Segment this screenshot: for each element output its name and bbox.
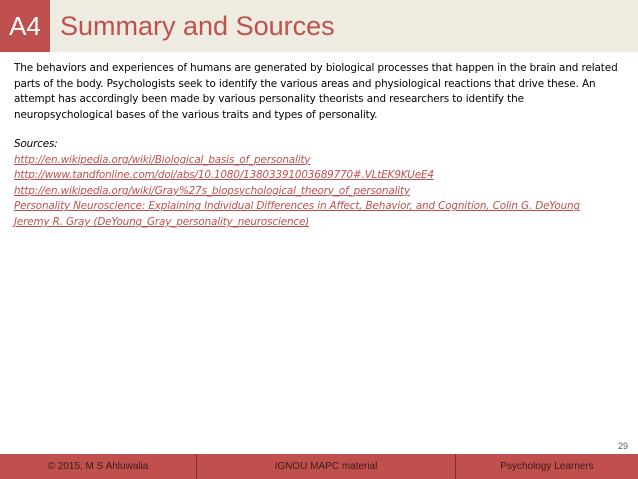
summary-paragraph: The behaviors and experiences of humans are generated by biological processes that happen in the brain and related parts of the body. Psychologists seek to identify the various areas and physiological reactions that drive these. An attempt has accordingly been made by various personality theorists and researchers to identify the neuropsychological bases of the various traits and types of personality. — [14, 62, 618, 122]
source-link-tandfonline[interactable]: http://www.tandfonline.com/doi/abs/10.1080/13803391003689770#.VLtEK9KUeE4 — [14, 169, 434, 182]
sources-label: Sources: — [14, 138, 58, 150]
source-link-deyoung-gray[interactable]: Jeremy R. Gray (DeYoung_Gray_personality_neuroscience) — [14, 215, 310, 228]
footer-material: IGNOU MAPC material — [274, 461, 378, 472]
slide-footer — [0, 454, 638, 479]
sources-list — [14, 137, 626, 231]
slide-title: Summary and Sources — [60, 11, 335, 41]
footer-publisher: Psychology Learners — [500, 461, 594, 472]
source-link-personality-neuroscience[interactable]: Personality Neuroscience: Explaining Individual Differences in Affect, Behavior, and Cognition, Colin G. DeYoung — [14, 200, 580, 213]
source-link-grays-theory[interactable]: http://en.wikipedia.org/wiki/Gray%27s_biopsychological_theory_of_personality — [14, 184, 410, 197]
section-code: A4 — [0, 0, 50, 52]
footer-copyright: © 2015, M S Ahluwalia — [47, 461, 149, 472]
page-number: 29 — [617, 441, 628, 451]
source-link-biological-basis[interactable]: http://en.wikipedia.org/wiki/Biological_basis_of_personality — [14, 153, 311, 166]
slide-header — [0, 0, 638, 54]
